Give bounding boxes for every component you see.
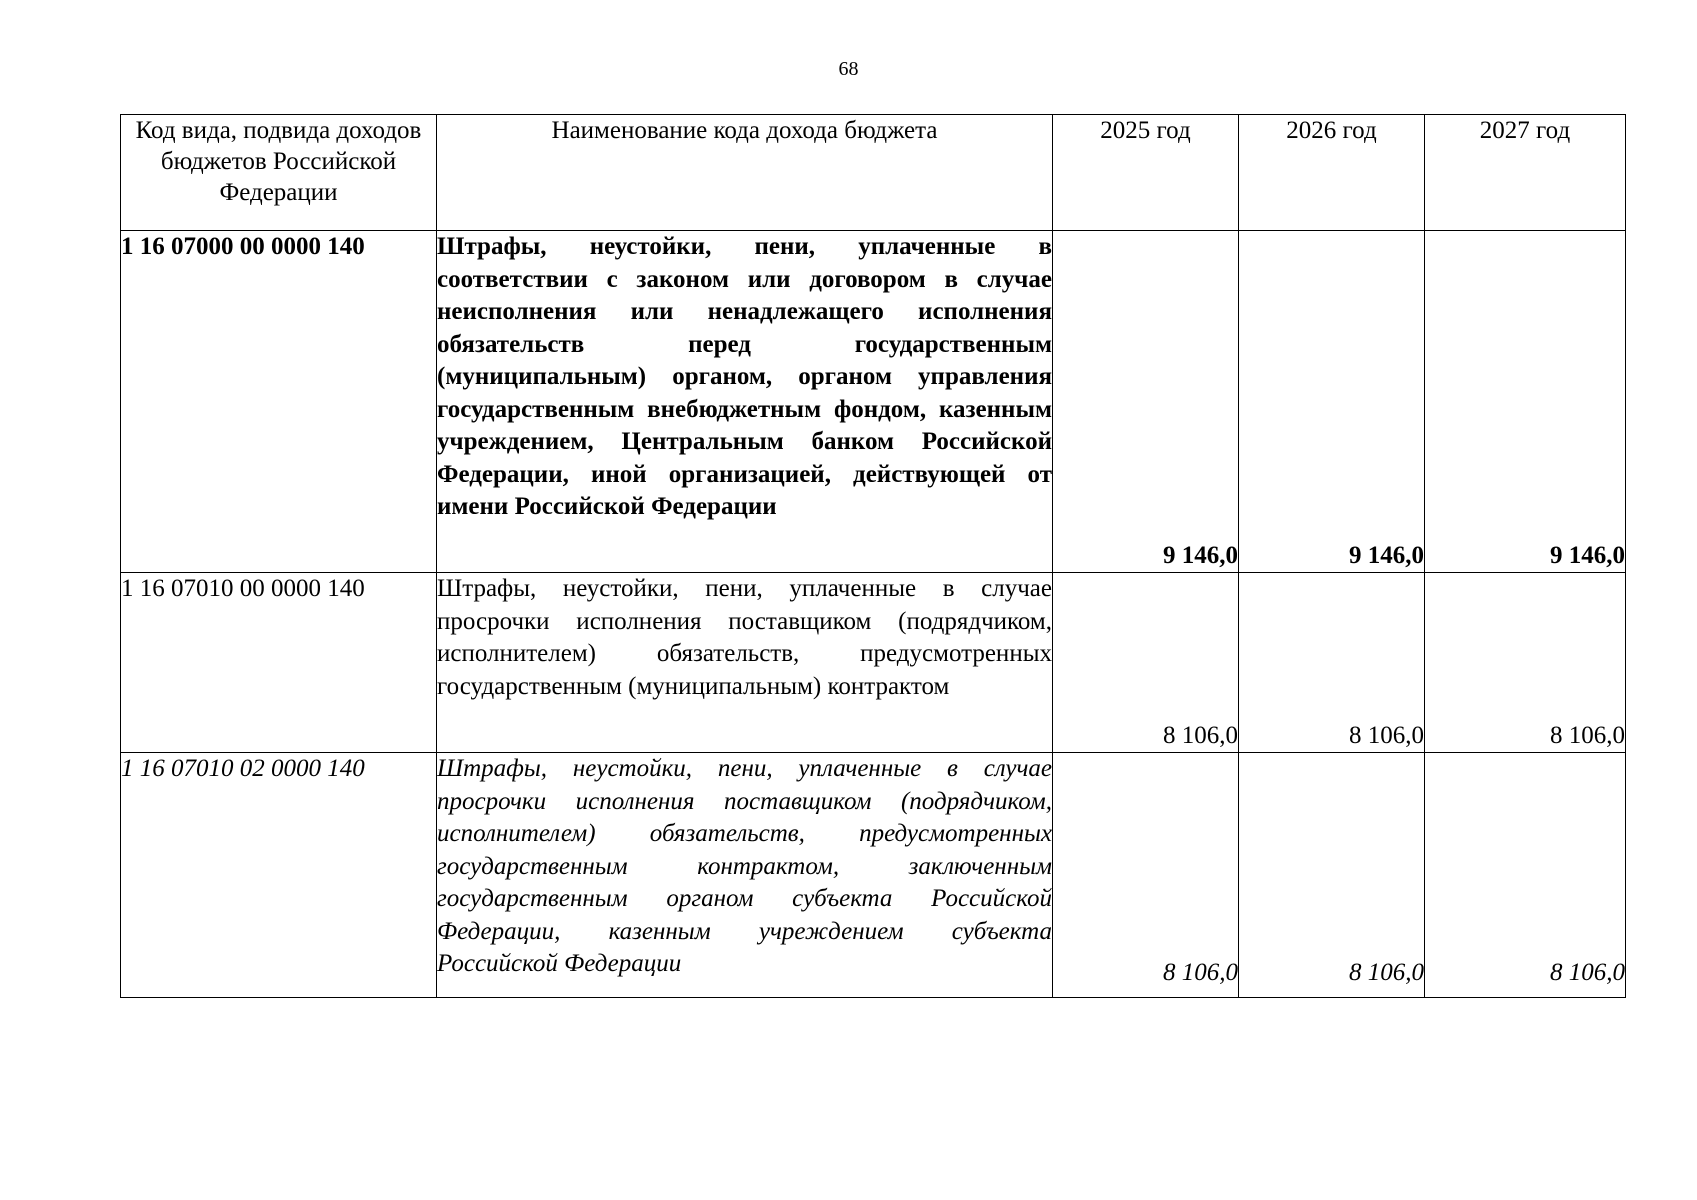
table-row	[121, 573, 1626, 753]
value-2027: 9 146,0	[1425, 231, 1626, 573]
table-row	[121, 753, 1626, 998]
value-2027: 8 106,0	[1425, 573, 1626, 753]
table-header-row	[121, 115, 1626, 231]
header-year-2027: 2027 год	[1425, 115, 1626, 231]
value-2026: 8 106,0	[1239, 573, 1425, 753]
revenue-name: Штрафы, неустойки, пени, уплаченные в случае просрочки исполнения поставщиком (подрядчиком, исполнителем) обязательств, предусмотренных государственным (муниципальным) контрактом	[437, 573, 1053, 753]
revenue-code: 1 16 07010 02 0000 140	[121, 753, 437, 998]
value-2025: 8 106,0	[1053, 573, 1239, 753]
header-name: Наименование кода дохода бюджета	[437, 115, 1053, 231]
revenue-code: 1 16 07010 00 0000 140	[121, 573, 437, 753]
revenue-name: Штрафы, неустойки, пени, уплаченные в соответствии с законом или договором в случае неисполнения или ненадлежащего исполнения обязательств перед государственным (муниципальным) органом, органом управления государственным внебюджетным фондом, казенным учреждением, Центральным банком Российской Федерации, иной организацией, действующей от имени Российской Федерации	[437, 231, 1053, 573]
revenue-name: Штрафы, неустойки, пени, уплаченные в случае просрочки исполнения поставщиком (подрядчиком, исполнителем) обязательств, предусмотренных государственным контрактом, заключенным государственным органом субъекта Российской Федерации, казенным учреждением субъекта Российской Федерации	[437, 753, 1053, 998]
value-2025: 9 146,0	[1053, 231, 1239, 573]
page-number: 68	[838, 58, 859, 80]
value-2025: 8 106,0	[1053, 753, 1239, 998]
header-year-2025: 2025 год	[1053, 115, 1239, 231]
header-year-2026: 2026 год	[1239, 115, 1425, 231]
header-code: Код вида, подвида доходов бюджетов Российской Федерации	[121, 115, 437, 231]
value-2026: 8 106,0	[1239, 753, 1425, 998]
budget-revenue-table	[120, 114, 1626, 998]
table-row	[121, 231, 1626, 573]
value-2026: 9 146,0	[1239, 231, 1425, 573]
value-2027: 8 106,0	[1425, 753, 1626, 998]
revenue-code: 1 16 07000 00 0000 140	[121, 231, 437, 573]
